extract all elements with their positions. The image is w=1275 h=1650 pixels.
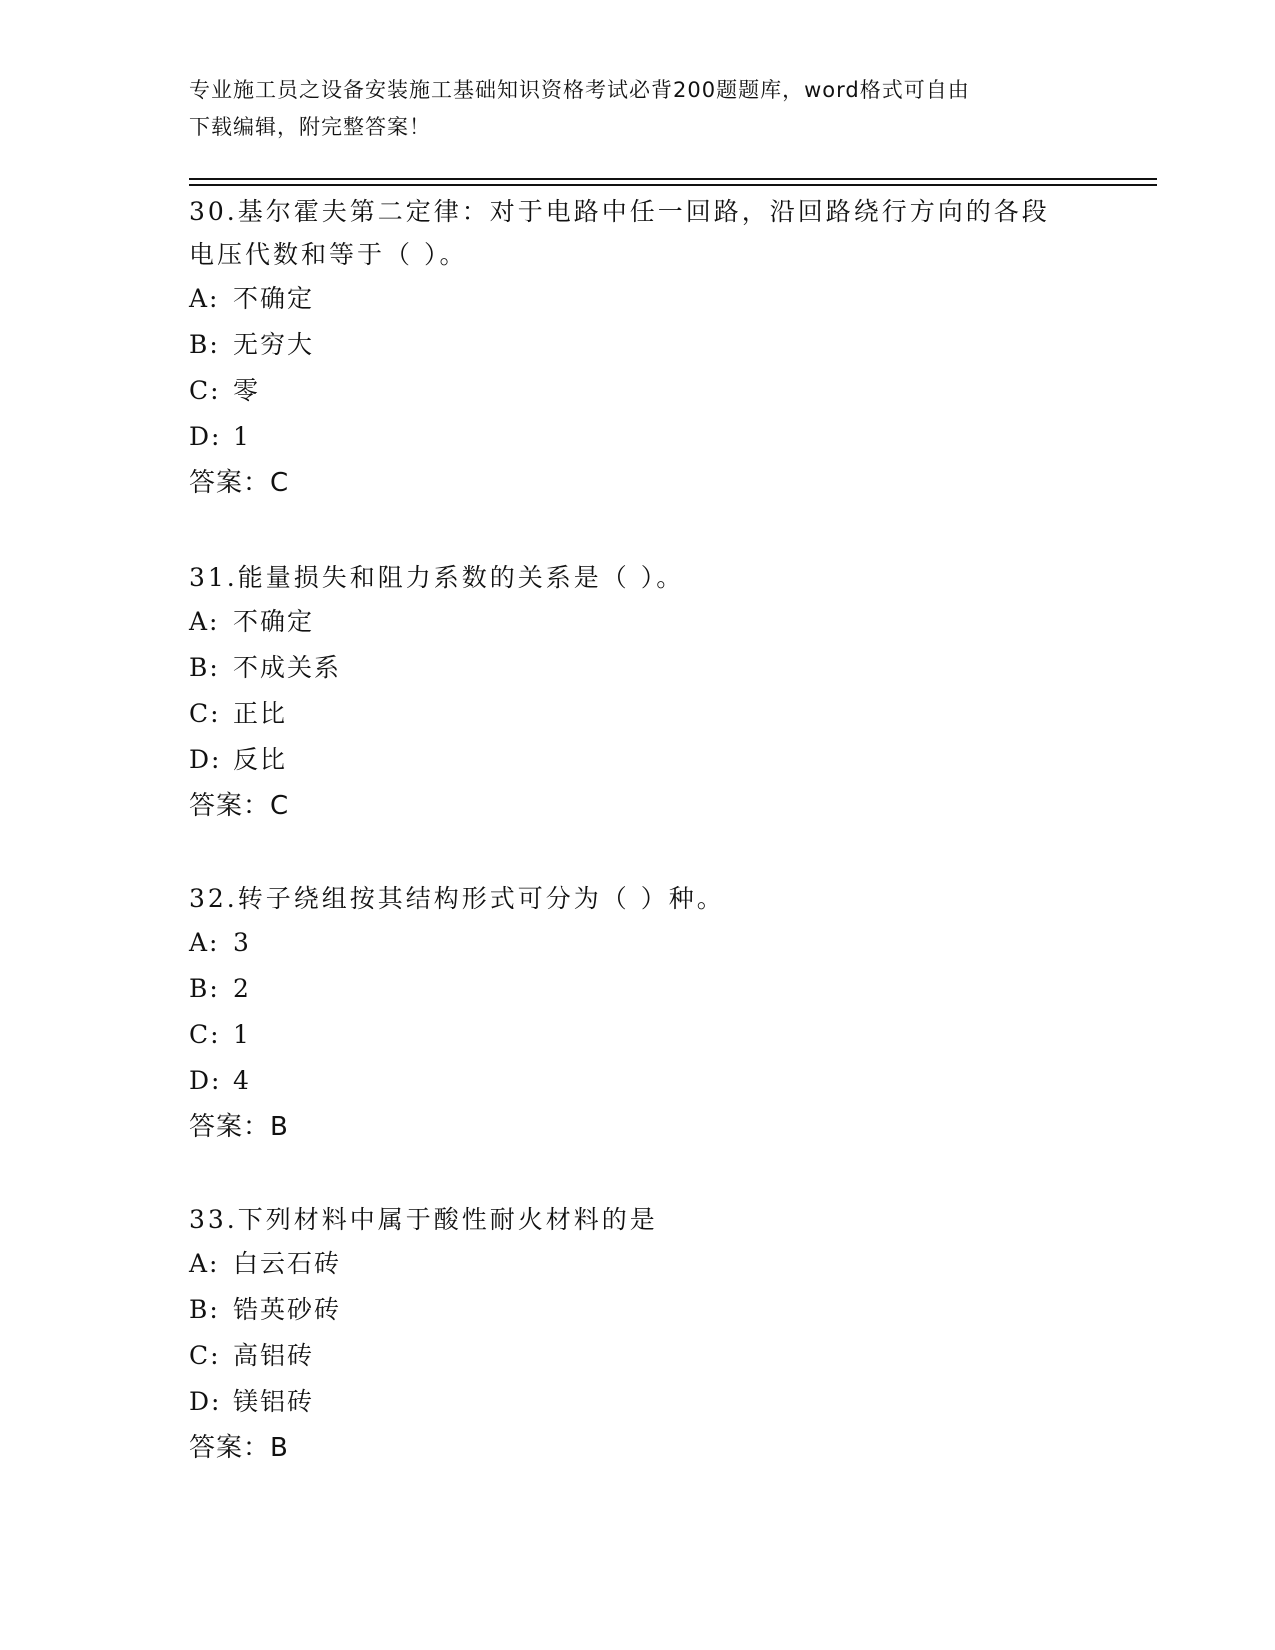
header-line-2: 下载编辑，附完整答案！: [189, 115, 431, 139]
option-b: [189, 966, 1089, 1012]
document-header: [189, 72, 1089, 146]
option-key: A:: [189, 607, 220, 636]
question-stem: 33.下列材料中属于酸性耐火材料的是: [189, 1205, 658, 1234]
option-key: A:: [189, 1249, 220, 1278]
option-text: 白云石砖: [233, 1249, 342, 1278]
option-text: 不成关系: [233, 653, 342, 682]
question-stem: 30.基尔霍夫第二定律：对于电路中任一回路，沿回路绕行方向的各段: [189, 197, 1050, 226]
option-key: C:: [189, 1020, 221, 1049]
answer-line: 答案：B: [189, 1112, 289, 1142]
option-text: 正比: [233, 699, 288, 728]
question-30: [189, 190, 1089, 506]
option-c: [189, 368, 1089, 414]
option-d: [189, 414, 1089, 460]
header-line-1: 专业施工员之设备安装施工基础知识资格考试必背200题题库，word格式可自由: [189, 78, 970, 102]
option-key: A:: [189, 284, 220, 313]
option-b: [189, 322, 1089, 368]
option-d: [189, 737, 1089, 783]
option-text: 2: [233, 974, 251, 1003]
option-key: B:: [189, 974, 220, 1003]
option-key: C:: [189, 1341, 221, 1370]
option-a: [189, 1241, 1089, 1287]
option-key: A:: [189, 928, 220, 957]
option-text: 锆英砂砖: [233, 1295, 342, 1324]
option-a: [189, 276, 1089, 322]
question-stem-continued: 电压代数和等于（ ）。: [189, 240, 468, 269]
option-key: D:: [189, 1066, 222, 1095]
option-key: B:: [189, 653, 220, 682]
option-key: D:: [189, 745, 222, 774]
header-divider-bottom: [189, 184, 1157, 186]
option-d: [189, 1058, 1089, 1104]
option-a: [189, 599, 1089, 645]
option-text: 3: [233, 928, 251, 957]
question-stem: 32.转子绕组按其结构形式可分为（ ）种。: [189, 884, 725, 913]
option-text: 1: [233, 422, 251, 451]
answer-line: 答案：C: [189, 791, 290, 821]
option-key: B:: [189, 1295, 220, 1324]
question-stem: 31.能量损失和阻力系数的关系是（ ）。: [189, 563, 685, 592]
question-32: [189, 877, 1089, 1150]
question-33: [189, 1198, 1089, 1471]
option-key: B:: [189, 330, 220, 359]
answer-line: 答案：C: [189, 468, 290, 498]
option-text: 不确定: [233, 284, 315, 313]
option-b: [189, 645, 1089, 691]
option-c: [189, 1333, 1089, 1379]
option-text: 无穷大: [233, 330, 315, 359]
option-key: C:: [189, 376, 221, 405]
option-c: [189, 691, 1089, 737]
header-divider-top: [189, 178, 1157, 180]
option-d: [189, 1379, 1089, 1425]
answer-line: 答案：B: [189, 1433, 289, 1463]
question-31: [189, 556, 1089, 829]
option-a: [189, 920, 1089, 966]
option-c: [189, 1012, 1089, 1058]
option-text: 4: [233, 1066, 251, 1095]
option-text: 零: [233, 376, 261, 405]
option-key: D:: [189, 422, 222, 451]
option-b: [189, 1287, 1089, 1333]
option-text: 高铝砖: [233, 1341, 315, 1370]
option-key: D:: [189, 1387, 222, 1416]
option-key: C:: [189, 699, 221, 728]
option-text: 反比: [233, 745, 288, 774]
option-text: 镁铝砖: [233, 1387, 315, 1416]
option-text: 不确定: [233, 607, 315, 636]
option-text: 1: [233, 1020, 251, 1049]
